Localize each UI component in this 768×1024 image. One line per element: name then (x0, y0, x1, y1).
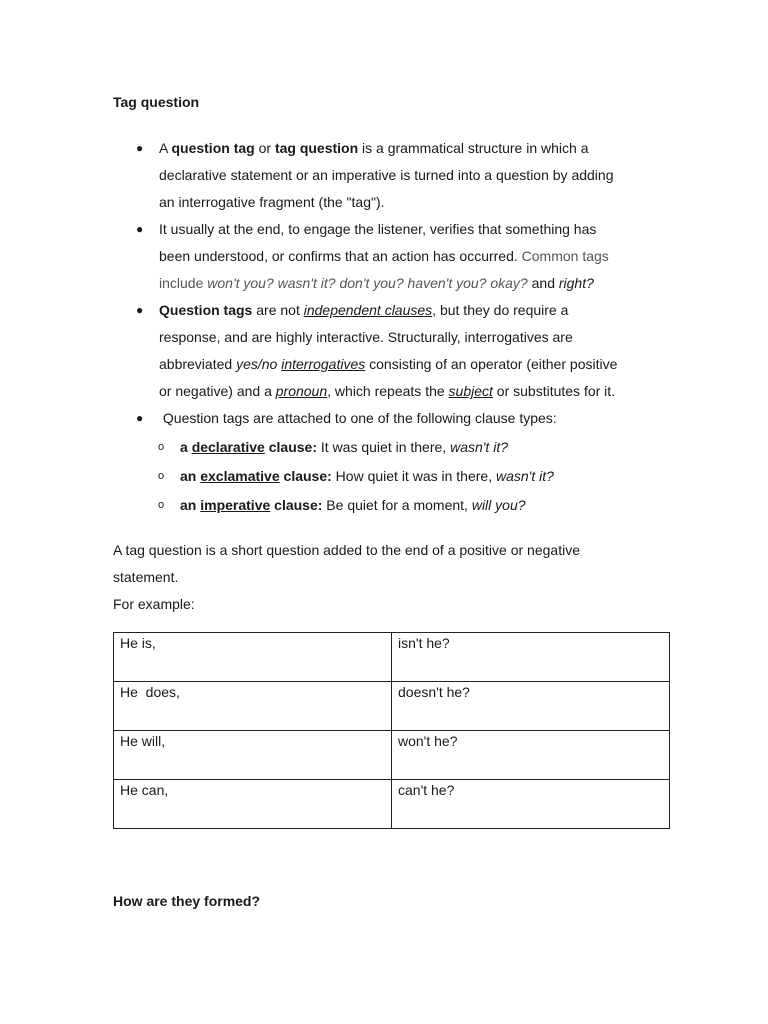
table-cell: He will, (114, 731, 392, 780)
link-subject[interactable]: subject (448, 383, 493, 399)
bullet-icon: ● (136, 141, 144, 155)
table-cell: can't he? (392, 780, 670, 829)
table-cell: He can, (114, 780, 392, 829)
table-cell: won't he? (392, 731, 670, 780)
sub-list (113, 434, 656, 519)
bullet-item-2: ● It usually at the end, to engage the listener, verifies that something has been understood, or confirms that an action has occurred. Common tags include won't you? wasn't it? don't you? haven't you? okay? and right? (136, 216, 656, 297)
table-cell: He is, (114, 633, 392, 682)
bullet-icon: ● (136, 411, 144, 425)
example-table (113, 632, 670, 829)
bullet-list (136, 135, 656, 519)
intro-paragraph: A tag question is a short question added to the end of a positive or negative statement. For example: (113, 542, 580, 612)
page-title: Tag question (113, 94, 200, 110)
table-row (114, 731, 670, 780)
link-pronoun[interactable]: pronoun (275, 383, 328, 399)
sub-item-exclamative: o an exclamative clause: How quiet it was in there, wasn't it? (113, 463, 656, 490)
circle-bullet-icon: o (158, 470, 165, 482)
table-cell: He does, (114, 682, 392, 731)
bullet-item-1: ● A question tag or tag question is a grammatical structure in which a declarative statement or an imperative is turned into a question by adding an interrogative fragment (the "tag"). (136, 135, 656, 216)
bullet-icon: ● (136, 303, 144, 317)
circle-bullet-icon: o (158, 441, 165, 453)
link-interrogatives[interactable]: interrogatives (281, 356, 366, 372)
table-row (114, 633, 670, 682)
table-cell: isn't he? (392, 633, 670, 682)
bullet-item-4: ● Question tags are attached to one of the following clause types: (136, 405, 656, 432)
table-cell: doesn't he? (392, 682, 670, 731)
sub-item-declarative: o a declarative clause: It was quiet in there, wasn't it? (113, 434, 656, 461)
circle-bullet-icon: o (158, 499, 165, 511)
bullet-item-3: ● Question tags are not independent clauses, but they do require a response, and are highly interactive. Structurally, interrogatives are abbreviated yes/no interrogatives consisting of an operator (either positive or negative) and a pronoun, which repeats the subject or substitutes for it. (136, 297, 656, 405)
sub-item-imperative: o an imperative clause: Be quiet for a moment, will you? (113, 492, 656, 519)
bullet-icon: ● (136, 222, 144, 236)
section-heading: How are they formed? (113, 893, 261, 909)
table-row (114, 780, 670, 829)
table-row (114, 682, 670, 731)
link-independent-clauses[interactable]: independent clauses (303, 302, 433, 318)
